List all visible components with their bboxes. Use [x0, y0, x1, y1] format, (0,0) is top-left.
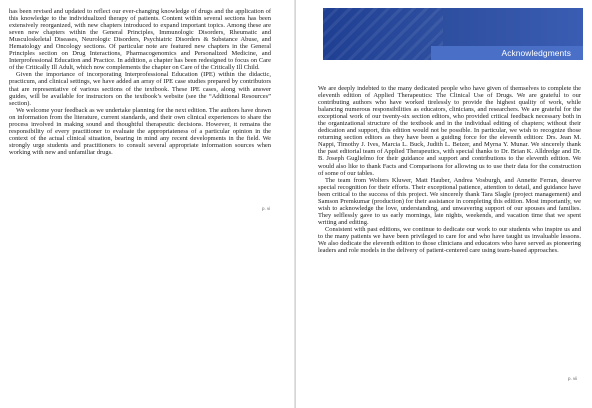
- left-page-body: [9, 8, 271, 156]
- right-page-body: [318, 85, 581, 254]
- right-page-number: p. vii: [568, 376, 578, 381]
- left-paragraph-2: Given the importance of incorporating Interprofessional Education (IPE) within the didactic, practicum, and clinical settings, we have added an array of IPE case studies prepared by contributors that are representative of various sections of the textbook. These IPE cases, along with answer guides, will be available for instructors on the textbook’s website (see the “Additional Resources” section).: [9, 71, 271, 107]
- left-paragraph-3: We welcome your feedback as we undertake planning for the next edition. The authors have drawn on information from the literature, current standards, and their own clinical experiences to share the process involved in making sound and thoughtful therapeutic decisions. However, it remains the responsibility of every practitioner to evaluate the appropriateness of a particular opinion in the context of the actual clinical situation, bearing in mind any recent developments in the field. We strongly urge students and practitioners to consult several appropriate information sources when working with new and unfamiliar drugs.: [9, 106, 271, 156]
- right-paragraph-1: We are deeply indebted to the many dedicated people who have given of themselves to complete the eleventh edition of Applied Therapeutics: The Clinical Use of Drugs. We are grateful to our contributing authors who have worked tirelessly to provide the highest quality of work, while balancing numerous responsibilities as educators, clinicians, and researchers. We are grateful for the exceptional work of our twenty-six section editors, who provided critical feedback necessary both in the organizational structure of the textbook and in the individual editing of chapters; without their dedication and support, this edition would not be possible. In particular, we wish to recognize those returning section editors as they have been a guiding force for the eleventh edition: Drs. Jean M. Nappi, Timothy J. Ives, Marcia L. Buck, Judith L. Beizer, and Myrna Y. Munar. We sincerely thank the past editorial team of Applied Therapeutics, with special thanks to Dr. Brian K. Alldredge and Dr. B. Joseph Guglielmo for their guidance and support and contributions to the eleventh edition. We would also like to thank Facts and Comparisons for allowing us to use their data for the construction of some of our tables.: [318, 85, 581, 177]
- page-title: Acknowledgments: [501, 48, 571, 58]
- chapter-banner: [323, 8, 583, 60]
- left-page-number: p. vi: [262, 206, 271, 211]
- right-paragraph-2: The team from Wolters Kluwer, Matt Hauber, Andrea Vosburgh, and Annette Ferran, deserve special recognition for their efforts. Their exceptional patience, attention to detail, and guidance have been critical to the success of this project. We sincerely thank Tara Slagle (project management) and Samson Premkumar (production) for their assistance in completing this edition. Most importantly, we wish to acknowledge the love, understanding, and unwavering support of our spouses and families. They selflessly gave to us early mornings, late nights, weekends, and vacation time that we spent writing and editing.: [318, 176, 581, 226]
- left-paragraph-1: has been revised and updated to reflect our ever-changing knowledge of drugs and the application of this knowledge to the individualized therapy of patients. Content within several sections has been extensively reorganized, with new chapters introduced to expand important topics. Among these are seven new chapters within the General Principles, Immunologic Disorders, Rheumatic and Musculoskeletal Diseases, Neurologic Disorders, Psychiatric Disorders & Substance Abuse, and Hematology and Oncology sections. Of particular note are featured new chapters in the General Principles section on Drug Interactions, Pharmacogenomics and Personalized Medicine, and Interprofessional Education and Practice. In addition, a chapter has been redesigned to focus on Care of the Critically Ill Adult, which now complements the chapter on Care of the Critically Ill Child.: [9, 8, 271, 72]
- right-paragraph-3: Consistent with past editions, we continue to dedicate our work to our students who inspire us and to the many patients we have been privileged to care for and who have taught us invaluable lessons. We also dedicate the eleventh edition to those clinicians and educators who have served as pioneering leaders and role models in the delivery of patient-centered care using team-based approaches.: [318, 225, 581, 255]
- banner-pattern: [323, 8, 443, 60]
